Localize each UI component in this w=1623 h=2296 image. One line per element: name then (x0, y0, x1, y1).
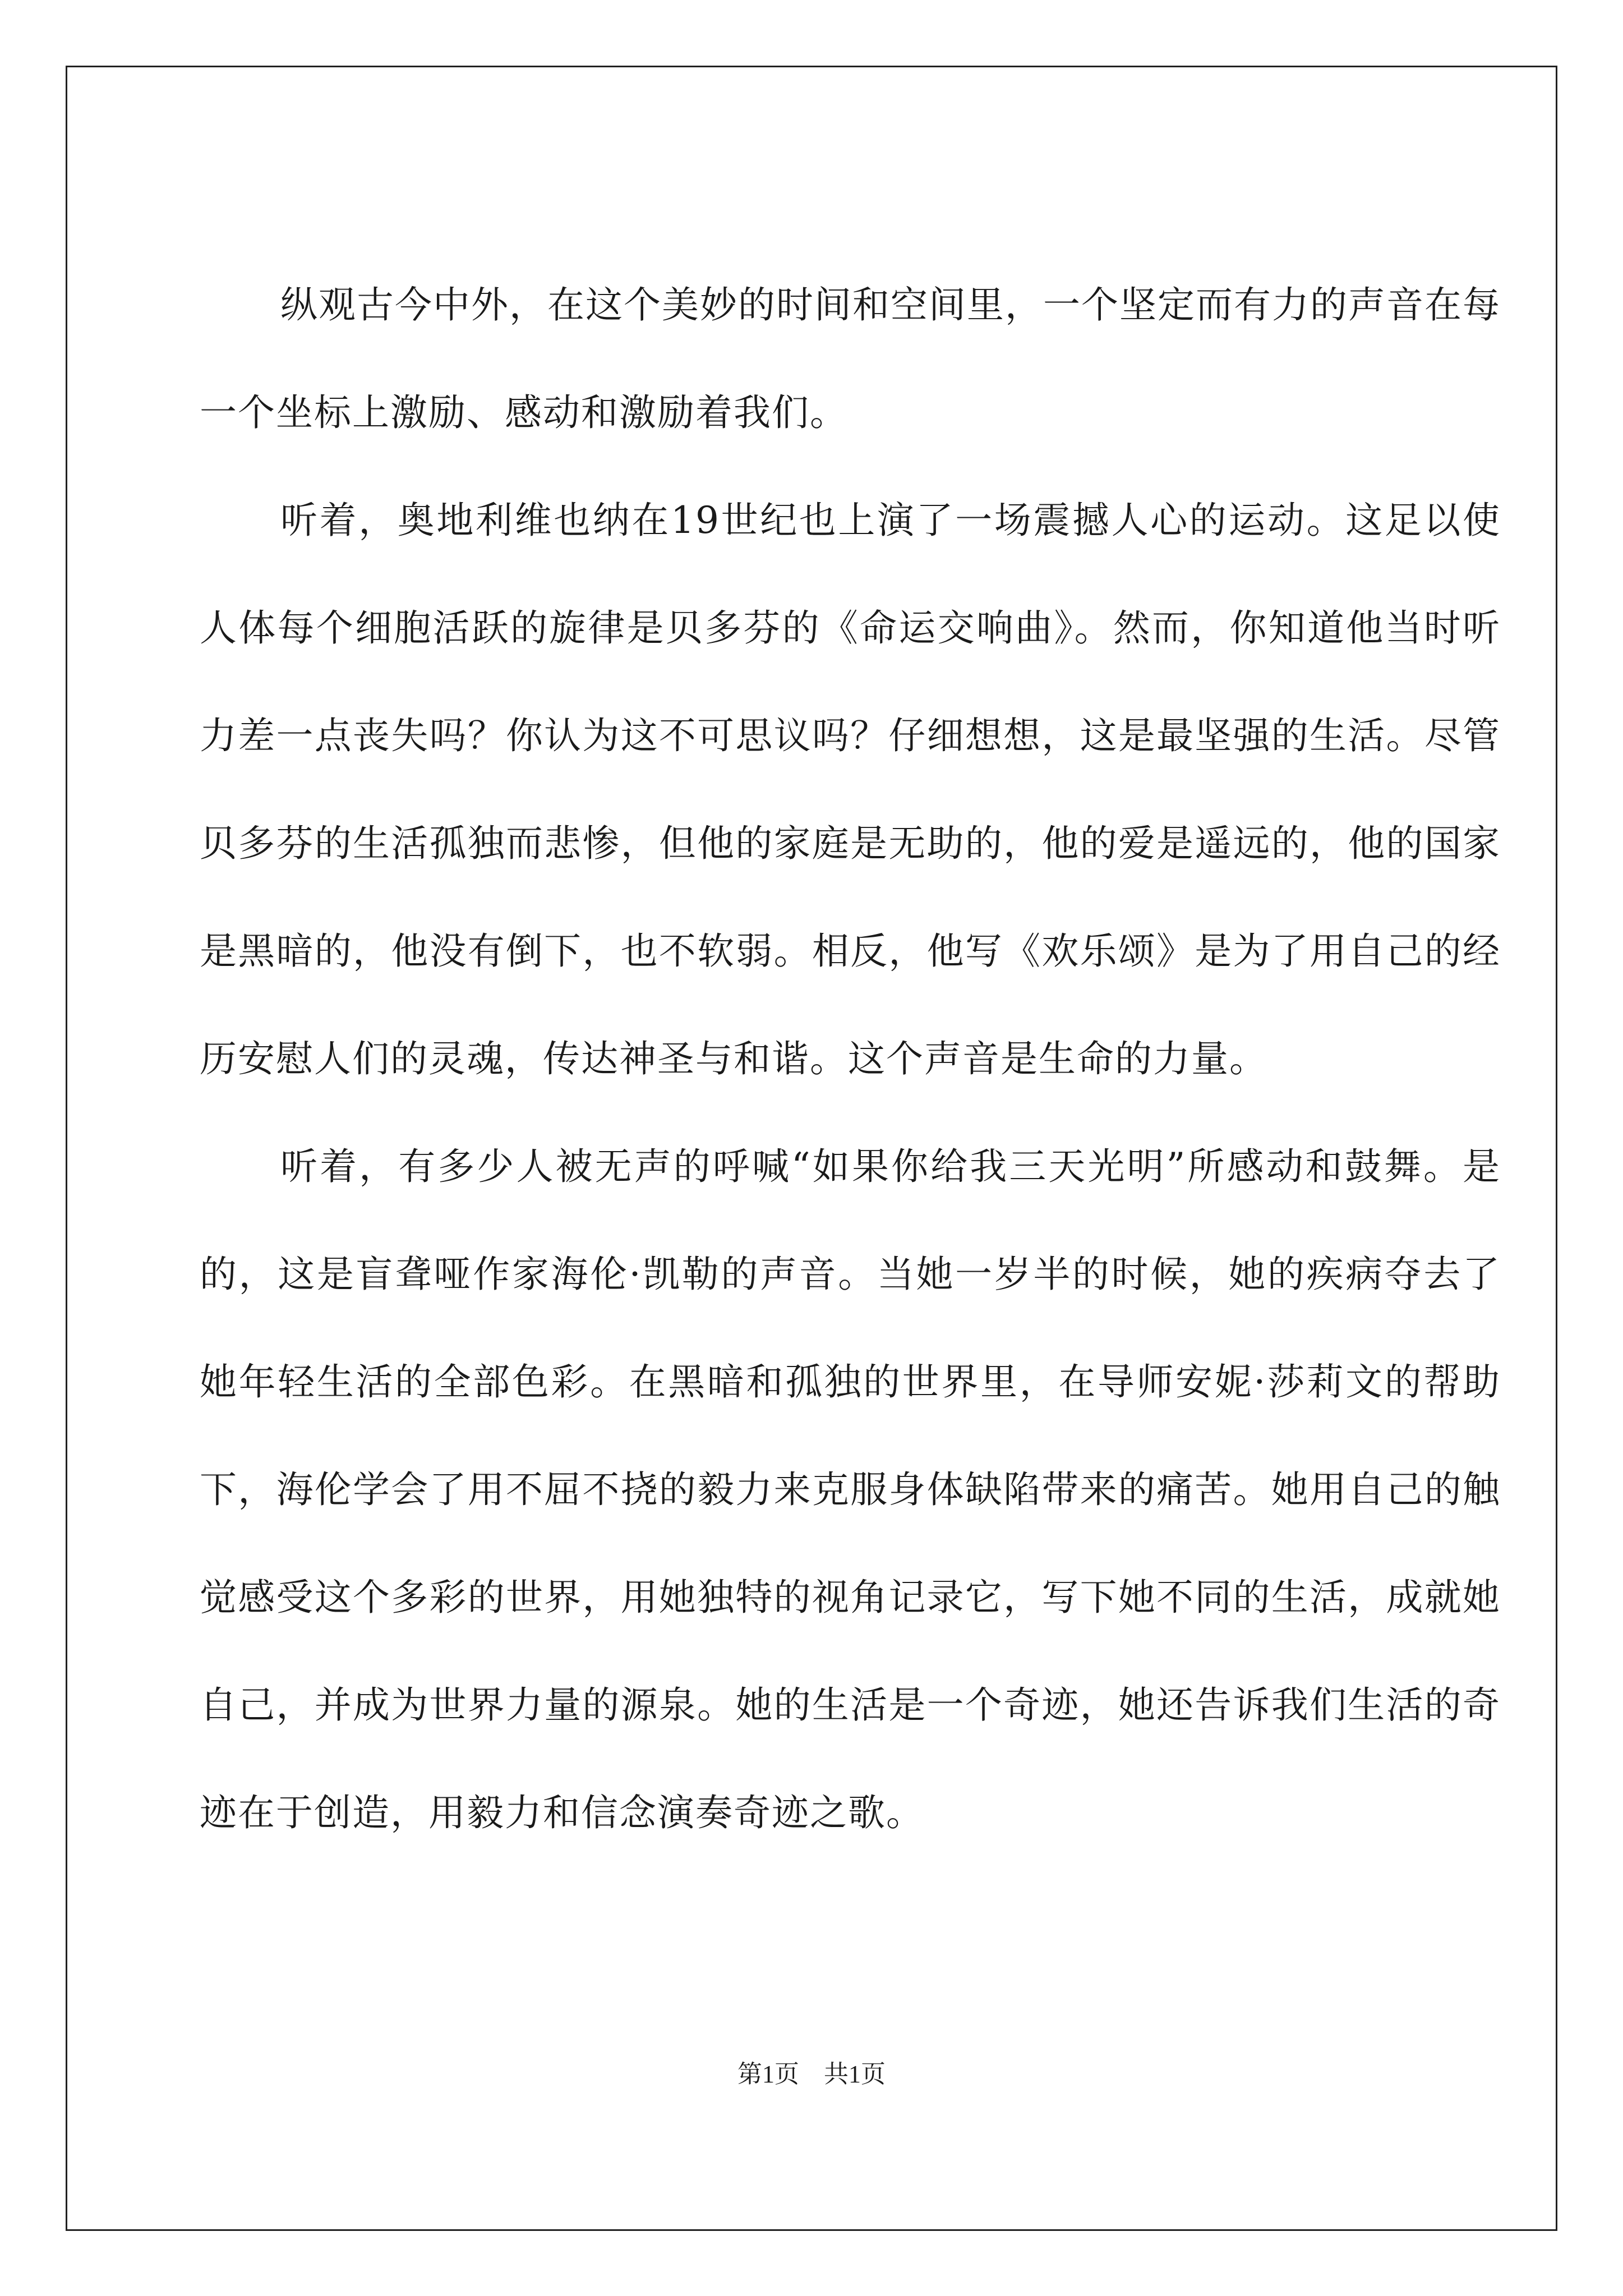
page-frame (66, 66, 1557, 2231)
page-footer: 第1页 共1页 (737, 2060, 886, 2088)
paragraph-2: 听着，奥地利维也纳在19世纪也上演了一场震撼人心的运动。这足以使人体每个细胞活跃的旋律是贝多芬的《命运交响曲》。然而，你知道他当时听力差一点丧失吗？你认为这不可思议吗？仔细想想，这是最坚强的生活。尽管贝多芬的生活孤独而悲惨，但他的家庭是无助的，他的爱是遥远的，他的国家是黑暗的，他没有倒下，也不软弱。相反，他写《欢乐颂》是为了用自己的经历安慰人们的灵魂，传达神圣与和谐。这个声音是生命的力量。 (200, 499, 1501, 1080)
paragraph-1: 纵观古今中外，在这个美妙的时间和空间里，一个坚定而有力的声音在每一个坐标上激励、感动和激励着我们。 (200, 283, 1501, 434)
paragraph-3: 听着，有多少人被无声的呼喊“如果你给我三天光明”所感动和鼓舞。是的，这是盲聋哑作家海伦·凯勒的声音。当她一岁半的时候，她的疾病夺去了她年轻生活的全部色彩。在黑暗和孤独的世界里，在导师安妮·莎莉文的帮助下，海伦学会了用不屈不挠的毅力来克服身体缺陷带来的痛苦。她用自己的触觉感受这个多彩的世界，用她独特的视角记录它，写下她不同的生活，成就她自己，并成为世界力量的源泉。她的生活是一个奇迹，她还告诉我们生活的奇迹在于创造，用毅力和信念演奏奇迹之歌。 (200, 1145, 1501, 1834)
document-body (200, 67, 1501, 1867)
